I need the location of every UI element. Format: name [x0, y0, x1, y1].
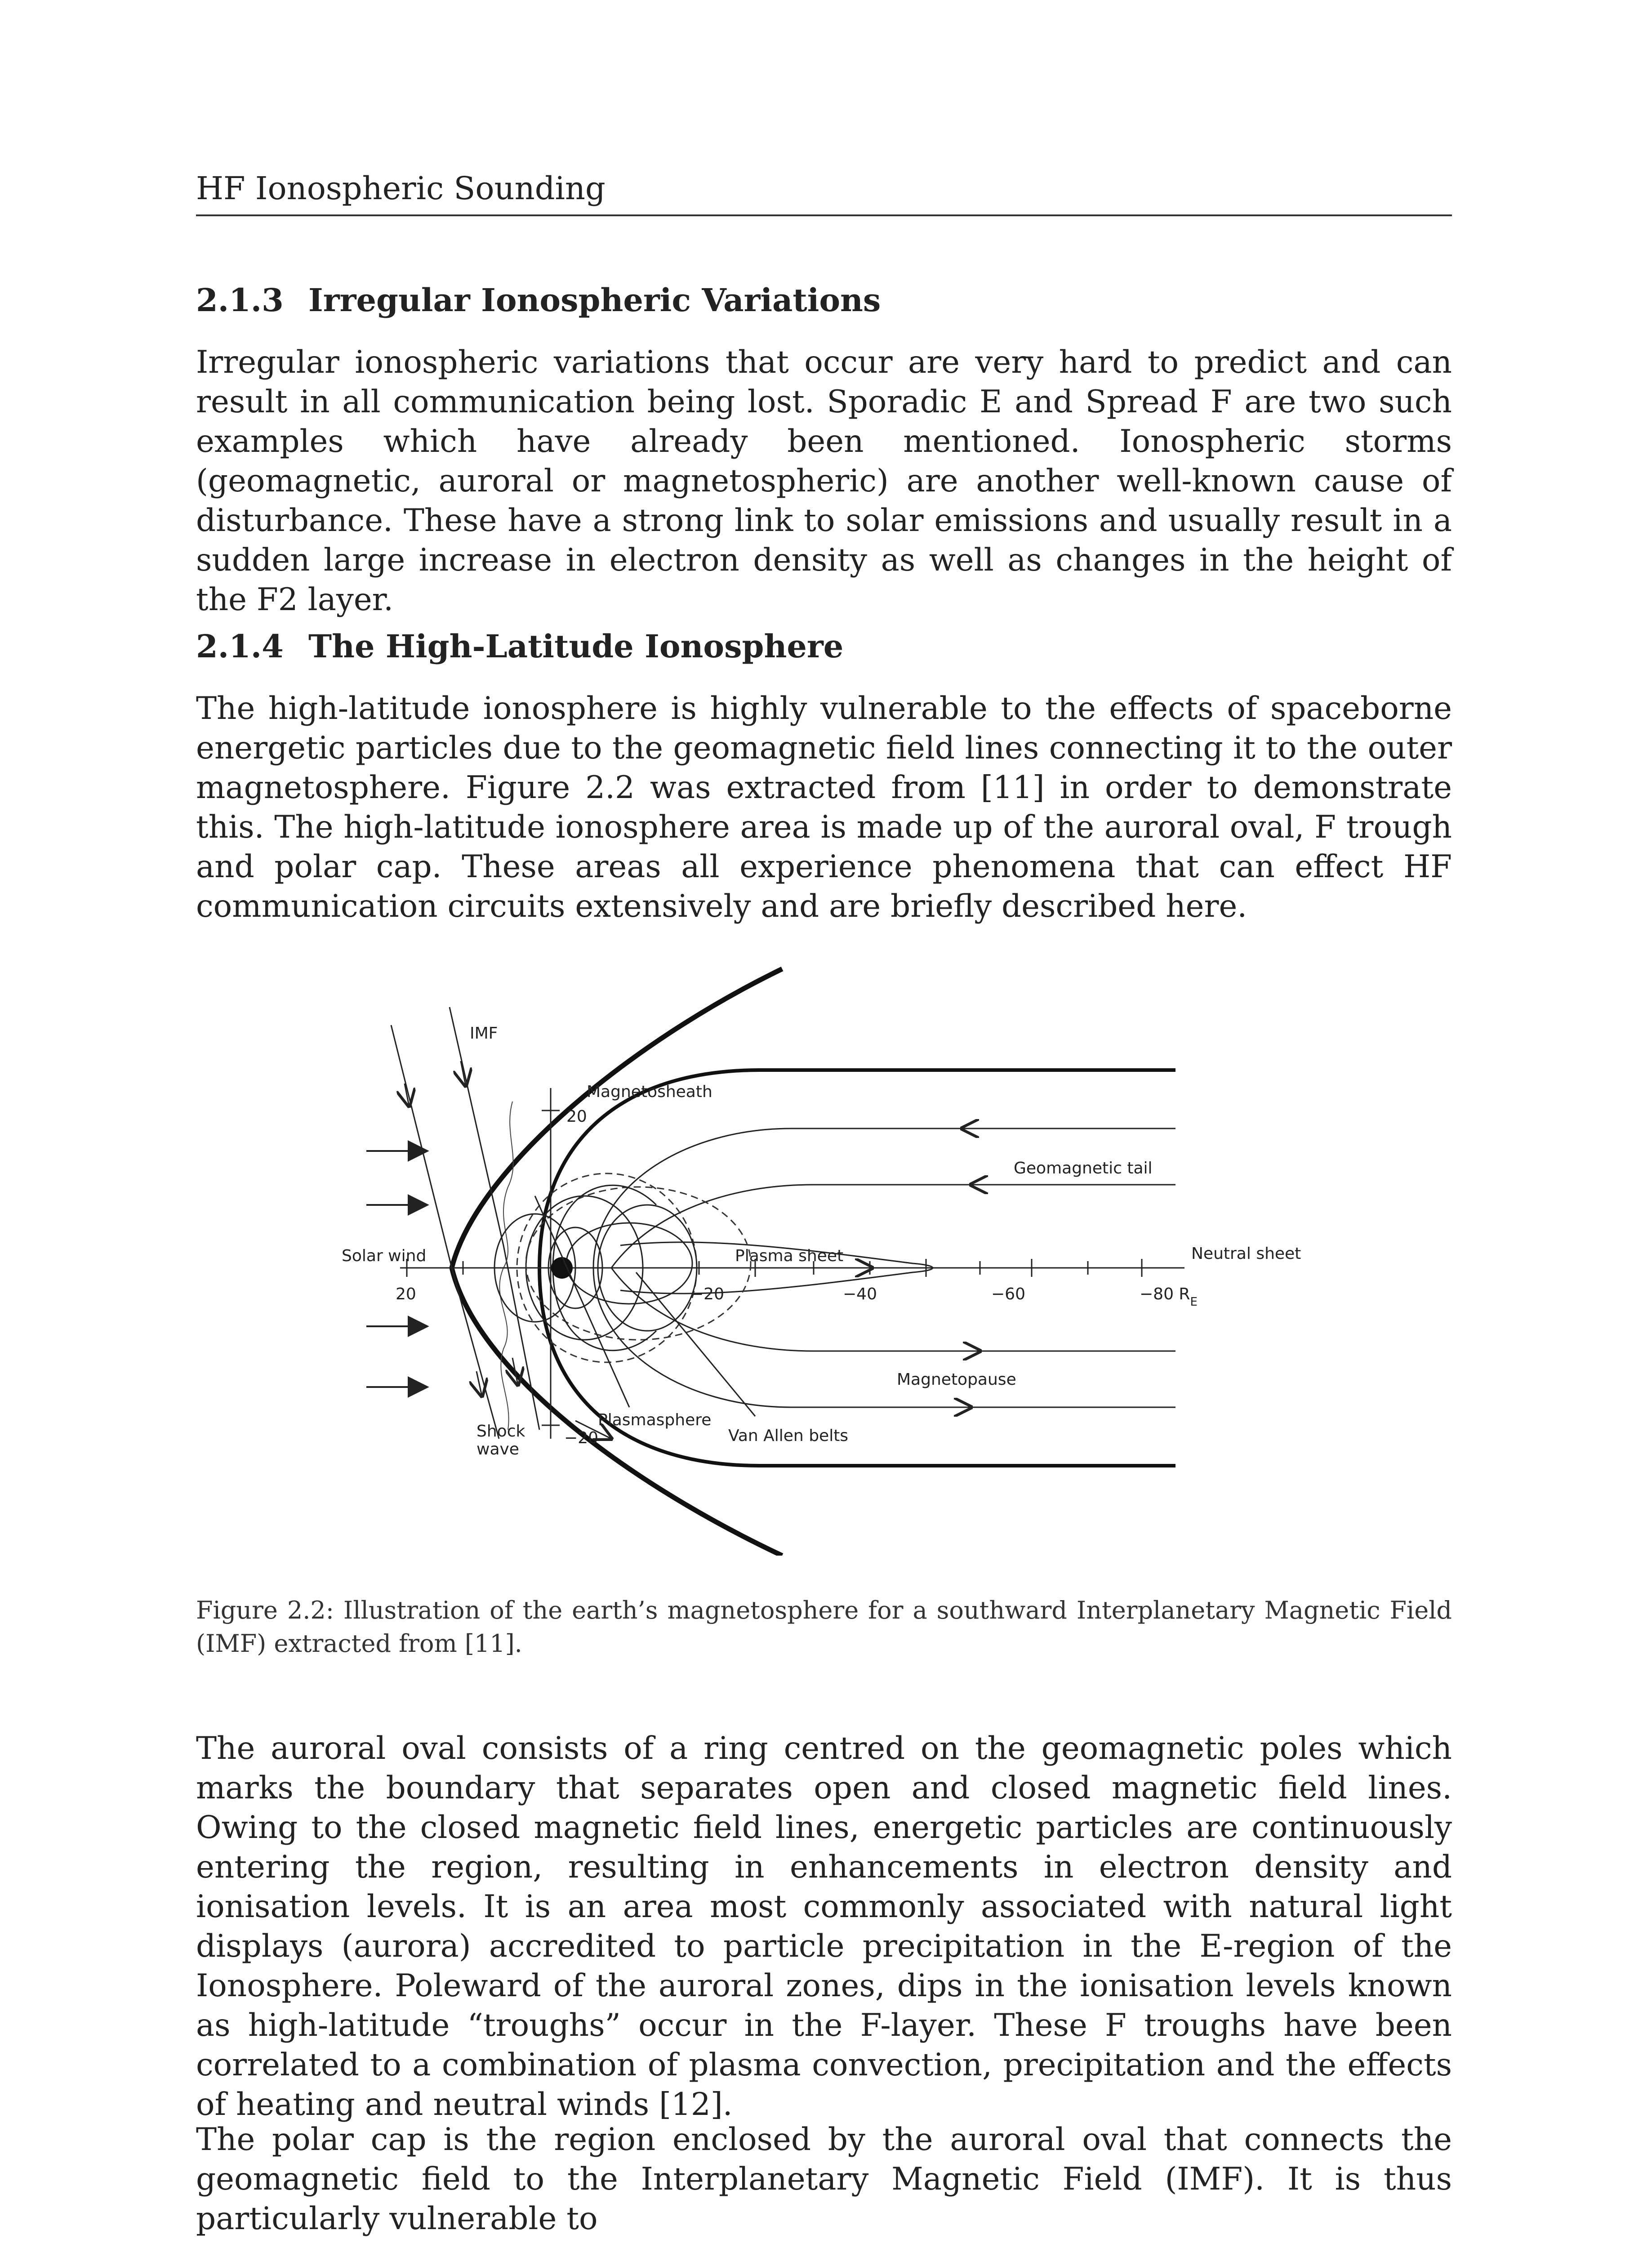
- section-heading-2-1-4: [196, 625, 1452, 668]
- paragraph-auroral-oval: The auroral oval consists of a ring centred on the geomagnetic poles which marks the boundary that separates open and closed magnetic field lines. Owing to the closed magnetic field lines, energetic particles are continuously entering the region, resulting in enhancements in electron density and ionisation levels. It is an area most commonly associated with natural light displays (aurora) accredited to particle precipitation in the E-region of the Ionosphere. Poleward of the auroral zones, dips in the ionisation levels known as high-latitude “troughs” occur in the F-layer. These F troughs have been correlated to a combination of plasma convection, precipitation and the effects of heating and neutral winds [12].: [196, 1731, 1452, 2123]
- section-number: 2.1.3: [196, 281, 284, 319]
- label-tick-plus20-y: 20: [566, 1107, 587, 1126]
- label-shock: Shock: [476, 1422, 525, 1441]
- label-van-allen-belts: Van Allen belts: [728, 1427, 849, 1445]
- figure-caption: Figure 2.2: Illustration of the earth’s magnetosphere for a southward Interplanetary Magnetic Field (IMF) extracted from [11].: [196, 1596, 1452, 1658]
- section-title: The High-Latitude Ionosphere: [308, 628, 844, 665]
- label-tick-minus20-x: −20: [690, 1285, 724, 1303]
- magnetosphere-figure: [342, 953, 1313, 1556]
- label-geomagnetic-tail: Geomagnetic tail: [1014, 1159, 1153, 1178]
- label-wave: wave: [476, 1440, 519, 1459]
- label-magnetopause: Magnetopause: [897, 1370, 1016, 1389]
- label-tick-minus20-y: −20: [564, 1429, 598, 1447]
- label-magnetosheath: Magnetosheath: [587, 1083, 712, 1101]
- paragraph-polar-cap: The polar cap is the region enclosed by the auroral oval that connects the geomagnetic field to the Interplanetary Magnetic Field (IMF). It is thus particularly vulnerable to: [196, 2122, 1452, 2237]
- label-tick-minus40-x: −40: [843, 1285, 877, 1303]
- magnetosphere-diagram: [342, 953, 1313, 1556]
- label-tick-plus20-x: 20: [396, 1285, 416, 1303]
- label-tick-minus60-x: −60: [991, 1285, 1025, 1303]
- bow-shock-line: [452, 969, 782, 1556]
- label-tick-minus80-x: −80 $R_E$: [1140, 1285, 1198, 1309]
- imf-line-1: [391, 1025, 499, 1439]
- section-heading-2-1-3: [196, 279, 1452, 321]
- section-number: 2.1.4: [196, 628, 284, 665]
- label-plasmasphere: Plasmasphere: [598, 1411, 712, 1429]
- label-solar-wind: Solar wind: [342, 1247, 427, 1265]
- earth-marker: [551, 1257, 573, 1279]
- section-title: Irregular Ionospheric Variations: [308, 281, 881, 319]
- paragraph-irregular-variations: Irregular ionospheric variations that occur are very hard to predict and can result in all communication being lost. Sporadic E and Spread F are two such examples which have already been mentioned. Ionospheric storms (geomagnetic, auroral or magnetospheric) are another well-known cause of disturbance. These have a strong link to solar emissions and usually result in a sudden large increase in electron density as well as changes in the height of the F2 layer.: [196, 344, 1452, 618]
- label-imf: IMF: [470, 1024, 498, 1043]
- paragraph-high-latitude: The high-latitude ionosphere is highly vulnerable to the effects of spaceborne energetic particles due to the geomagnetic field lines connecting it to the outer magnetosphere. Figure 2.2 was extracted from [11] in order to demonstrate this. The high-latitude ionosphere area is made up of the auroral oval, F trough and polar cap. These areas all experience phenomena that can effect HF communication circuits extensively and are briefly described here.: [196, 691, 1452, 924]
- running-header: HF Ionospheric Sounding: [196, 167, 1452, 216]
- label-neutral-sheet: Neutral sheet: [1191, 1244, 1301, 1263]
- label-plasma-sheet: Plasma sheet: [735, 1247, 844, 1265]
